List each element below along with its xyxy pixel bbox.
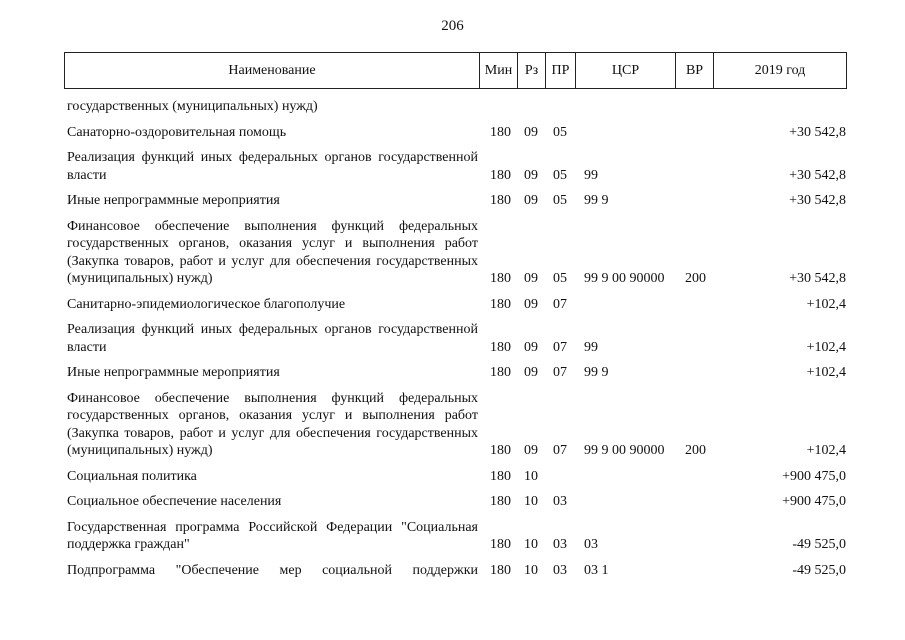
table-row — [0, 390, 905, 460]
row-rz: 10 — [524, 537, 538, 552]
row-name: Подпрограмма "Обеспечение мер социальной поддержки — [67, 562, 478, 578]
row-min: 180 — [490, 339, 511, 355]
row-min: 180 — [490, 468, 511, 484]
row-name: Реализация функций иных федеральных органов государственной власти — [67, 150, 478, 183]
row-sum: +900 475,0 — [782, 494, 846, 509]
header-csr: ЦСР — [576, 53, 676, 88]
row-pr: 05 — [553, 124, 567, 140]
row-rz: 09 — [524, 271, 538, 286]
header-name: Наименование — [65, 53, 480, 88]
row-csr: 99 9 — [584, 193, 609, 208]
row-name: Государственная программа Российской Федерации "Социальная поддержка граждан" — [67, 519, 478, 552]
row-rz: 09 — [524, 365, 538, 380]
table-row — [0, 296, 905, 314]
row-csr: 99 9 — [584, 365, 609, 380]
row-rz: 09 — [524, 339, 538, 355]
table-row — [0, 124, 905, 142]
row-vr: 200 — [685, 271, 706, 286]
row-min: 180 — [490, 562, 511, 578]
table-row — [0, 562, 905, 580]
table-row — [0, 149, 905, 184]
row-sum: +900 475,0 — [782, 468, 846, 484]
row-rz: 10 — [524, 562, 538, 578]
row-pr: 05 — [553, 193, 567, 208]
row-name: Санаторно-оздоровительная помощь — [67, 124, 287, 140]
row-min: 180 — [490, 124, 511, 140]
header-pr: ПР — [546, 53, 576, 88]
row-name: Социальное обеспечение населения — [67, 494, 282, 509]
row-min: 180 — [490, 271, 511, 286]
row-pr: 03 — [553, 562, 567, 578]
row-name: Иные непрограммные мероприятия — [67, 365, 280, 380]
row-rz: 09 — [524, 443, 538, 458]
row-min: 180 — [490, 167, 511, 183]
row-sum: +102,4 — [806, 296, 846, 312]
row-rz: 09 — [524, 296, 538, 312]
row-vr: 200 — [685, 443, 706, 458]
row-min: 180 — [490, 537, 511, 552]
row-pr: 07 — [553, 296, 567, 312]
row-min: 180 — [490, 494, 511, 509]
row-rz: 09 — [524, 124, 538, 140]
row-csr: 99 9 00 90000 — [584, 443, 665, 458]
table-row — [0, 321, 905, 356]
row-sum: +30 542,8 — [789, 167, 846, 183]
table-row — [0, 192, 905, 210]
row-name: Социальная политика — [67, 468, 197, 484]
row-name: Реализация функций иных федеральных органов государственной власти — [67, 322, 478, 355]
row-csr: 99 9 00 90000 — [584, 271, 665, 286]
row-sum: +102,4 — [806, 443, 846, 458]
row-csr: 03 1 — [584, 562, 609, 578]
row-rz: 09 — [524, 167, 538, 183]
row-csr: 99 — [584, 167, 598, 183]
row-sum: +30 542,8 — [789, 193, 846, 208]
table-row — [0, 364, 905, 382]
table-header — [64, 52, 847, 89]
row-name: Финансовое обеспечение выполнения функций федеральных государственных органов, оказания услуг и выполнения работ (Закупка товаров, работ и услуг для обеспечения государственных (муниципальных) нужд) — [67, 218, 478, 286]
row-sum: +30 542,8 — [789, 124, 846, 140]
row-pr: 07 — [553, 365, 567, 380]
row-name: Иные непрограммные мероприятия — [67, 193, 280, 208]
row-name: государственных (муниципальных) нужд) — [67, 99, 318, 114]
row-sum: -49 525,0 — [792, 537, 846, 552]
row-min: 180 — [490, 193, 511, 208]
header-vr: ВР — [676, 53, 714, 88]
row-csr: 03 — [584, 537, 598, 552]
row-min: 180 — [490, 365, 511, 380]
row-rz: 09 — [524, 193, 538, 208]
row-sum: +30 542,8 — [789, 271, 846, 286]
table-row — [0, 98, 905, 116]
row-sum: -49 525,0 — [792, 562, 846, 578]
row-sum: +102,4 — [806, 365, 846, 380]
row-rz: 10 — [524, 468, 538, 484]
row-pr: 03 — [553, 537, 567, 552]
table-row — [0, 493, 905, 511]
header-year: 2019 год — [754, 62, 806, 78]
row-pr: 07 — [553, 339, 567, 355]
row-min: 180 — [490, 443, 511, 458]
table-row — [0, 468, 905, 486]
page-number: 206 — [441, 18, 464, 34]
row-pr: 03 — [553, 494, 567, 509]
header-rz: Рз — [518, 53, 546, 88]
table-row — [0, 218, 905, 288]
row-csr: 99 — [584, 339, 598, 355]
row-name: Санитарно-эпидемиологическое благополучие — [67, 296, 346, 312]
row-name: Финансовое обеспечение выполнения функций федеральных государственных органов, оказания услуг и выполнения работ (Закупка товаров, работ и услуг для обеспечения государственных (муниципальных) нужд) — [67, 390, 478, 458]
row-rz: 10 — [524, 494, 538, 509]
table-row — [0, 519, 905, 554]
row-min: 180 — [490, 296, 511, 312]
row-pr: 07 — [553, 443, 567, 458]
row-pr: 05 — [553, 271, 567, 286]
table-body — [0, 96, 905, 579]
row-sum: +102,4 — [806, 339, 846, 355]
row-pr: 05 — [553, 167, 567, 183]
header-min: Мин — [480, 53, 518, 88]
